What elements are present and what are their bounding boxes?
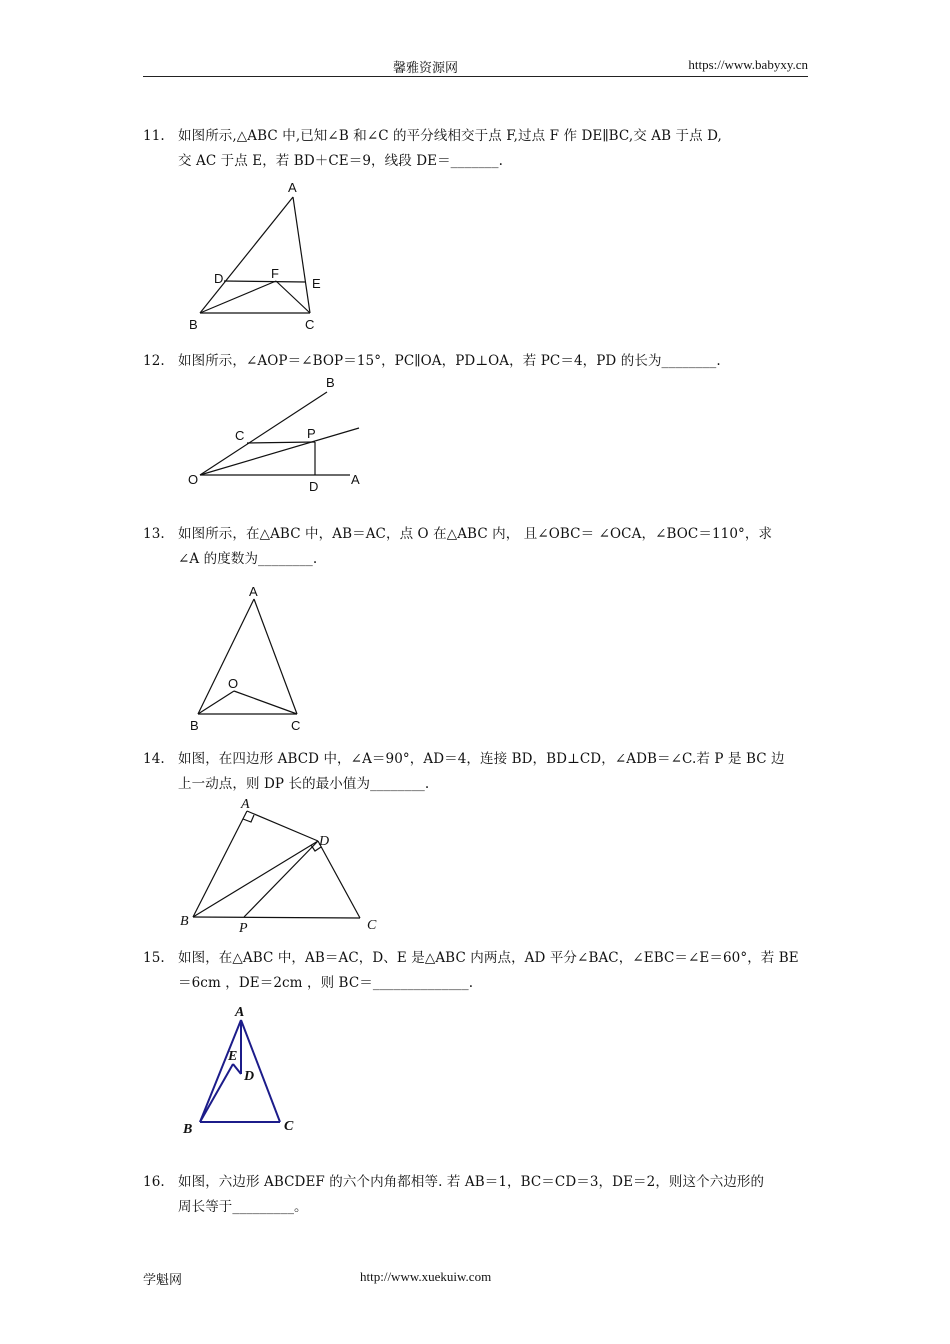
segment-bf	[200, 281, 276, 313]
question-number: 12.	[143, 353, 165, 369]
page-header	[143, 56, 808, 77]
question-11	[143, 124, 808, 174]
question-text: 周长等于_________。	[178, 1199, 308, 1215]
question-text: ∠A 的度数为________.	[178, 551, 318, 567]
footer-site-name: 学魁网	[143, 1272, 183, 1287]
question-text: 如图，六边形 ABCDEF 的六个内角都相等. 若 AB＝1，BC＝CD＝3，DE＝2，则这个六边形的	[178, 1174, 765, 1190]
label-a: A	[241, 797, 250, 812]
question-text: ＝6cm ，DE＝2cm ，则 BC＝______________.	[178, 975, 474, 991]
figure-q11	[180, 180, 340, 340]
label-e: E	[312, 276, 321, 291]
label-b: B	[190, 718, 199, 733]
question-text: 如图所示，在△ABC 中，AB＝AC，点 O 在△ABC 内， 且∠OBC＝ ∠OCA，∠BOC＝110°，求	[178, 526, 773, 542]
segment-ad	[247, 811, 318, 841]
segment-cd	[318, 841, 360, 918]
question-text: 交 AC 于点 E，若 BD＋CE＝9，线段 DE＝_______.	[178, 153, 504, 169]
segment-cf	[276, 281, 310, 313]
label-b: B	[180, 914, 189, 929]
label-p: P	[239, 921, 248, 936]
header-url-link[interactable]: https://www.babyxy.cn	[688, 57, 808, 72]
label-c: C	[235, 428, 245, 443]
label-d: D	[309, 479, 319, 494]
label-a: A	[249, 584, 258, 599]
figure-q12	[185, 370, 375, 500]
segment-ac	[293, 197, 310, 313]
label-a: A	[288, 180, 297, 195]
segment-pc	[247, 442, 315, 443]
segment-bc	[193, 917, 360, 918]
label-c: C	[367, 918, 377, 933]
header-site-name: 馨雅资源网	[393, 60, 459, 75]
footer-url-link[interactable]: http://www.xuekuiw.com	[360, 1269, 492, 1284]
question-15	[143, 946, 808, 996]
question-number: 15.	[143, 950, 165, 966]
question-text: 上一动点，则 DP 长的最小值为________.	[178, 776, 430, 792]
question-16	[143, 1170, 808, 1220]
label-a: A	[235, 1005, 245, 1020]
figure-q14	[175, 795, 390, 940]
label-c: C	[291, 718, 301, 733]
label-d: D	[244, 1069, 255, 1084]
label-a: A	[351, 472, 360, 487]
question-number: 11.	[143, 128, 165, 144]
question-13	[143, 522, 808, 572]
question-text: 如图所示，∠AOP＝∠BOP＝15°，PC∥OA，PD⊥OA，若 PC＝4，PD 的长为________.	[178, 353, 721, 369]
question-14	[143, 747, 808, 797]
label-e: E	[228, 1049, 238, 1064]
segment-ab	[200, 197, 293, 313]
question-number: 13.	[143, 526, 165, 542]
label-d: D	[319, 834, 330, 849]
question-number: 14.	[143, 751, 165, 767]
segment-co	[234, 691, 297, 714]
segment-de	[224, 281, 306, 282]
question-text: 如图，在△ABC 中，AB＝AC，D、E 是△ABC 内两点，AD 平分∠BAC，∠EBC＝∠E＝60°，若 BE	[178, 950, 799, 966]
label-c: C	[284, 1119, 294, 1134]
label-o: O	[188, 472, 199, 487]
label-b: B	[326, 375, 335, 390]
label-b: B	[189, 317, 198, 332]
question-text: 如图，在四边形 ABCD 中，∠A＝90°，AD＝4，连接 BD，BD⊥CD，∠ADB＝∠C.若 P 是 BC 边	[178, 751, 785, 767]
label-c: C	[305, 317, 315, 332]
label-f: F	[271, 266, 279, 281]
question-text: 如图所示,△ABC 中,已知∠B 和∠C 的平分线相交于点 F,过点 F 作 DE∥BC,交 AB 于点 D,	[178, 128, 722, 144]
segment-ab	[200, 1020, 241, 1122]
ray-op	[200, 428, 359, 475]
label-o: O	[228, 676, 239, 691]
label-b: B	[183, 1122, 193, 1137]
figure-q13	[180, 582, 320, 737]
segment-be	[200, 1064, 233, 1122]
figure-q15	[175, 1000, 315, 1140]
label-p: P	[307, 426, 316, 441]
segment-ed	[233, 1064, 241, 1074]
segment-ac	[254, 599, 297, 714]
question-number: 16.	[143, 1174, 165, 1190]
label-d: D	[214, 271, 224, 286]
